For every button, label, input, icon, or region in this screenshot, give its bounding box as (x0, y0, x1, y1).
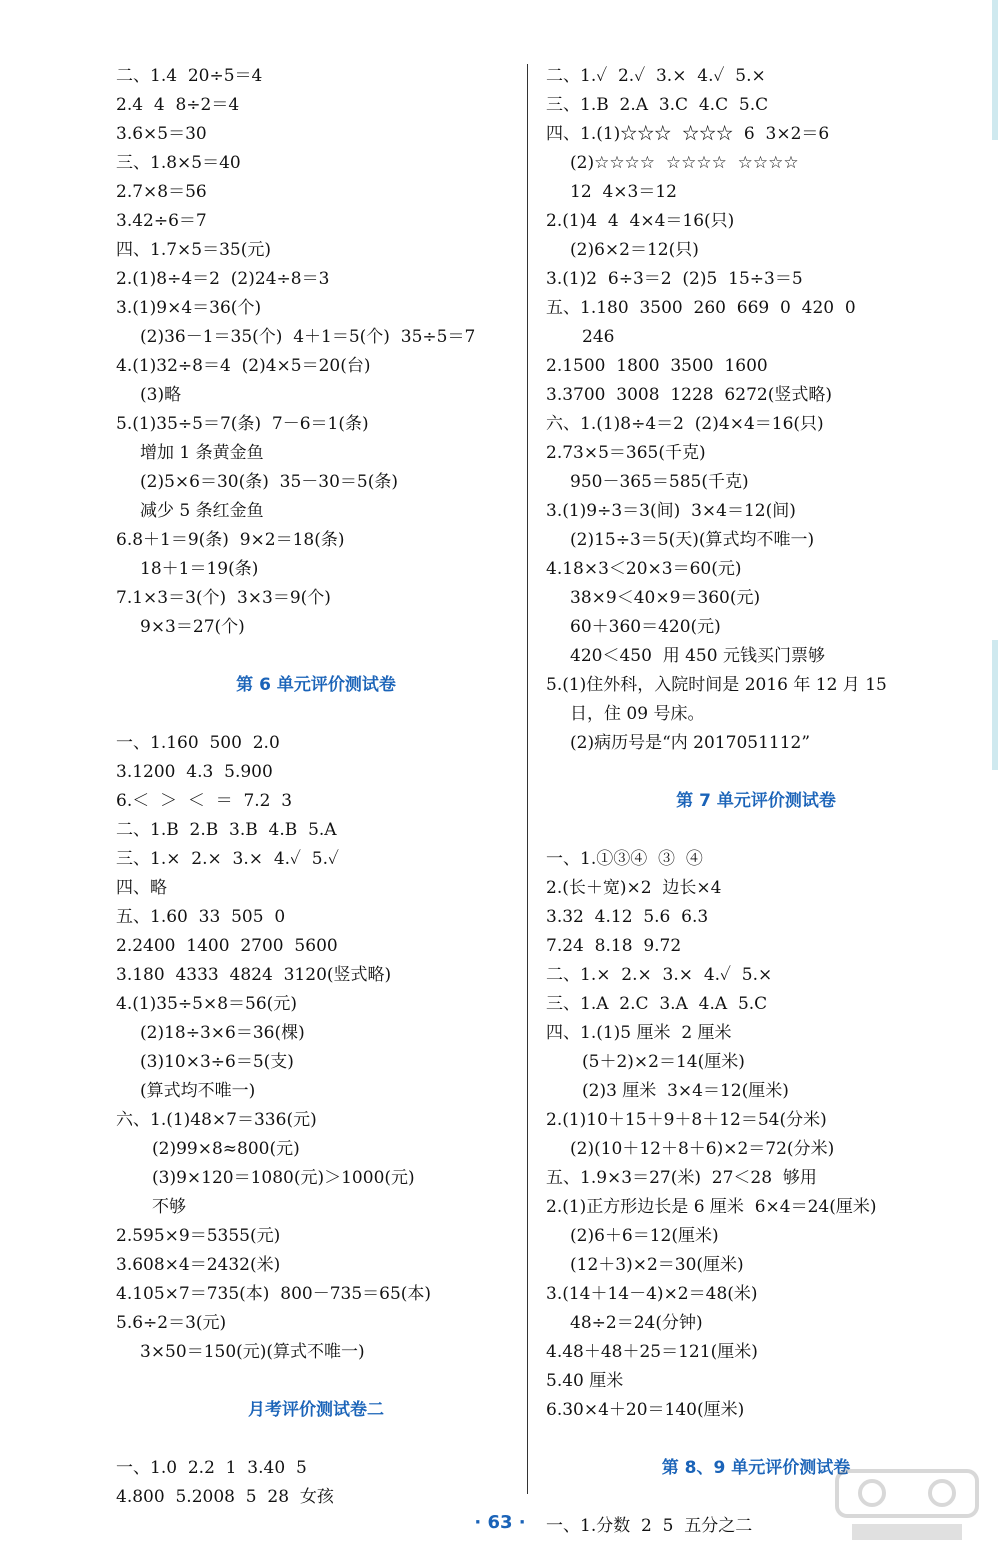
right-column (546, 62, 966, 1541)
watermark-logo (832, 1466, 982, 1546)
answer-line: 3.(1)9÷3＝3(间) 3×4＝12(间) (546, 501, 796, 521)
answer-line: 3.(14＋14－4)×2＝48(米) (546, 1284, 758, 1304)
answer-line: 日，住 09 号床。 (570, 704, 705, 724)
section-heading: 第 7 单元评价测试卷 (676, 791, 836, 811)
answer-line: 4.105×7＝735(本) 800－735＝65(本) (116, 1284, 432, 1304)
answer-line: 2.73×5＝365(千克) (546, 443, 706, 463)
spacer (546, 758, 966, 787)
answer-line: 不够 (152, 1197, 186, 1217)
answer-line: 4.(1)35÷5×8＝56(元) (116, 994, 297, 1014)
answer-line: 一、1.分数 2 5 五分之二 (546, 1516, 753, 1536)
answer-line: 2.7×8＝56 (116, 182, 207, 202)
answer-line: 3×50＝150(元)(算式不唯一) (140, 1342, 365, 1362)
answer-line: (12＋3)×2＝30(厘米) (570, 1255, 744, 1275)
edge-decoration (992, 0, 998, 140)
answer-line: 950－365＝585(千克) (570, 472, 749, 492)
answer-line: 一、1.0 2.2 1 3.40 5 (116, 1458, 307, 1478)
answer-line: 2.1500 1800 3500 1600 (546, 356, 768, 376)
answer-line: 3.(1)2 6÷3＝2 (2)5 15÷3＝5 (546, 269, 803, 289)
answer-line: 48÷2＝24(分钟) (570, 1313, 703, 1333)
answer-line: 三、1.A 2.C 3.A 4.A 5.C (546, 994, 768, 1014)
answer-line: (2)5×6＝30(条) 35－30＝5(条) (140, 472, 399, 492)
answer-line: 4.(1)32÷8＝4 (2)4×5＝20(台) (116, 356, 371, 376)
answer-line: 5.40 厘米 (546, 1371, 624, 1391)
answer-line: 6.＜ ＞ ＜ ＝ 7.2 3 (116, 791, 293, 811)
answer-line: 6.8＋1＝9(条) 9×2＝18(条) (116, 530, 345, 550)
answer-line: 三、1.8×5＝40 (116, 153, 241, 173)
answer-line: 3.(1)9×4＝36(个) (116, 298, 262, 318)
answer-line: 2.2400 1400 2700 5600 (116, 936, 338, 956)
answer-line: (2)6＋6＝12(厘米) (570, 1226, 719, 1246)
answer-line: 5.(1)住外科，入院时间是 2016 年 12 月 15 (546, 675, 887, 695)
spacer (116, 1367, 516, 1396)
answer-line: 四、1.(1)☆☆☆ ☆☆☆ 6 3×2＝6 (546, 124, 830, 144)
section-heading: 月考评价测试卷二 (248, 1400, 384, 1420)
answer-line: 一、1.①③④ ③ ④ (546, 849, 703, 869)
answer-line: 2.4 4 8÷2＝4 (116, 95, 240, 115)
answer-line: 四、1.(1)5 厘米 2 厘米 (546, 1023, 732, 1043)
answer-line: 18＋1＝19(条) (140, 559, 259, 579)
answer-line: 5.6÷2＝3(元) (116, 1313, 227, 1333)
answer-line: 4.800 5.2008 5 28 女孩 (116, 1487, 334, 1507)
answer-line: 5.(1)35÷5＝7(条) 7－6＝1(条) (116, 414, 369, 434)
answer-line: (3)9×120＝1080(元)＞1000(元) (152, 1168, 415, 1188)
answer-line: (2)(10＋12＋8＋6)×2＝72(分米) (570, 1139, 835, 1159)
answer-line: 2.(1)10＋15＋9＋8＋12＝54(分米) (546, 1110, 827, 1130)
spacer (116, 642, 516, 671)
answer-line: 4.48＋48＋25＝121(厘米) (546, 1342, 758, 1362)
answer-line: 二、1.× 2.× 3.× 4.✓ 5.× (546, 965, 773, 985)
answer-line: 二、1.4 20÷5＝4 (116, 66, 263, 86)
spacer (116, 1425, 516, 1454)
answer-line: 二、1.✓ 2.✓ 3.× 4.✓ 5.× (546, 66, 766, 86)
section-heading: 第 6 单元评价测试卷 (236, 675, 396, 695)
answer-line: 五、1.60 33 505 0 (116, 907, 286, 927)
answer-line: 2.(长＋宽)×2 边长×4 (546, 878, 722, 898)
answer-line: 四、1.7×5＝35(元) (116, 240, 271, 260)
answer-line: 7.24 8.18 9.72 (546, 936, 682, 956)
answer-line: 2.595×9＝5355(元) (116, 1226, 281, 1246)
answer-line: 9×3＝27(个) (140, 617, 245, 637)
answer-line: 增加 1 条黄金鱼 (140, 443, 264, 463)
answer-line: 2.(1)4 4 4×4＝16(只) (546, 211, 735, 231)
page-number: · 63 · (474, 1512, 526, 1533)
answer-line: 3.32 4.12 5.6 6.3 (546, 907, 709, 927)
answer-line: 12 4×3＝12 (570, 182, 677, 202)
answer-line: 3.3700 3008 1228 6272(竖式略) (546, 385, 832, 405)
answer-line: 三、1.× 2.× 3.× 4.✓ 5.✓ (116, 849, 339, 869)
answer-line: (2)3 厘米 3×4＝12(厘米) (582, 1081, 789, 1101)
answer-line: (2)99×8≈800(元) (152, 1139, 300, 1159)
answer-line: 420＜450 用 450 元钱买门票够 (570, 646, 825, 666)
answer-line: (3)10×3÷6＝5(支) (140, 1052, 294, 1072)
answer-line: (2)15÷3＝5(天)(算式均不唯一) (570, 530, 815, 550)
answer-line: 7.1×3＝3(个) 3×3＝9(个) (116, 588, 331, 608)
answer-line: 246 (582, 327, 615, 347)
answer-line: 4.18×3＜20×3＝60(元) (546, 559, 742, 579)
answer-line: 五、1.180 3500 260 669 0 420 0 (546, 298, 856, 318)
spacer (116, 700, 516, 729)
answer-line: (2)6×2＝12(只) (570, 240, 699, 260)
answer-line: 2.(1)8÷4＝2 (2)24÷8＝3 (116, 269, 330, 289)
answer-line: 3.42÷6＝7 (116, 211, 207, 231)
answer-line: (2)18÷3×6＝36(棵) (140, 1023, 305, 1043)
spacer (546, 816, 966, 845)
answer-line: (5＋2)×2＝14(厘米) (582, 1052, 745, 1072)
answer-line: 3.608×4＝2432(米) (116, 1255, 281, 1275)
answer-line: 六、1.(1)8÷4＝2 (2)4×4＝16(只) (546, 414, 824, 434)
answer-line: 6.30×4＋20＝140(厘米) (546, 1400, 745, 1420)
answer-line: 四、略 (116, 878, 167, 898)
answer-line: (2)36－1＝35(个) 4＋1＝5(个) 35÷5＝7 (140, 327, 476, 347)
answer-line: 五、1.9×3＝27(米) 27＜28 够用 (546, 1168, 817, 1188)
edge-decoration (992, 640, 998, 770)
column-divider (527, 64, 528, 1494)
answer-line: 六、1.(1)48×7＝336(元) (116, 1110, 317, 1130)
answer-line: 3.1200 4.3 5.900 (116, 762, 273, 782)
answer-line: 一、1.160 500 2.0 (116, 733, 280, 753)
answer-line: (2)病历号是“内 2017051112” (570, 733, 811, 753)
spacer (546, 1425, 966, 1454)
answer-line: (算式均不唯一) (140, 1081, 256, 1101)
answer-line: 3.6×5＝30 (116, 124, 207, 144)
left-column (116, 62, 516, 1512)
answer-line: (2)☆☆☆☆ ☆☆☆☆ ☆☆☆☆ (570, 153, 799, 173)
section-heading: 第 8、9 单元评价测试卷 (661, 1458, 851, 1478)
answer-line: 3.180 4333 4824 3120(竖式略) (116, 965, 392, 985)
answer-line: 减少 5 条红金鱼 (140, 501, 264, 521)
answer-line: 60＋360＝420(元) (570, 617, 721, 637)
answer-line: 三、1.B 2.A 3.C 4.C 5.C (546, 95, 769, 115)
answer-line: 38×9＜40×9＝360(元) (570, 588, 761, 608)
answer-line: (3)略 (140, 385, 182, 405)
answer-line: 二、1.B 2.B 3.B 4.B 5.A (116, 820, 337, 840)
answer-line: 2.(1)正方形边长是 6 厘米 6×4＝24(厘米) (546, 1197, 877, 1217)
